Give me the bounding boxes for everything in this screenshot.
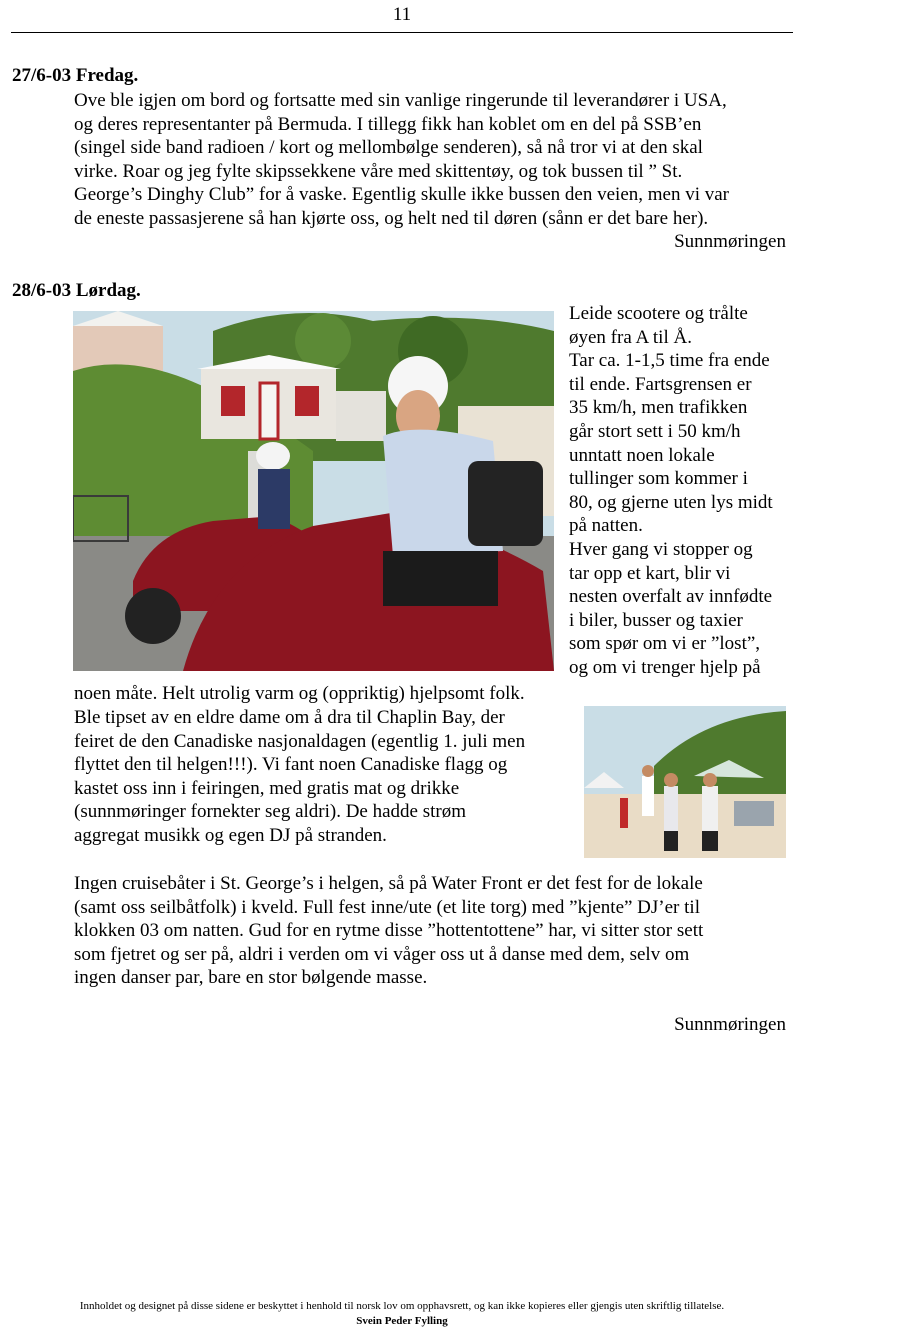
entry1-paragraph bbox=[74, 89, 729, 231]
text-line: som spør om vi er ”lost”, bbox=[569, 633, 761, 655]
entry2-full-line bbox=[74, 682, 525, 706]
backpack bbox=[468, 461, 543, 546]
page-number: 11 bbox=[392, 4, 412, 25]
text-line: Ingen cruisebåter i St. George’s i helgen, så på Water Front er det fest for de lokale bbox=[74, 873, 703, 894]
text-line: Tar ca. 1-1,5 time fra ende bbox=[569, 350, 770, 372]
beach-party-photo bbox=[584, 706, 786, 858]
signature: Sunnmøringen bbox=[674, 231, 786, 252]
rider-body bbox=[258, 469, 290, 529]
text-line: Ove ble igjen om bord og fortsatte med sin vanlige ringerunde til leverandører i USA, bbox=[74, 90, 727, 111]
entry2-closing-paragraph bbox=[74, 872, 703, 990]
crowd bbox=[734, 801, 774, 826]
text-line: tullinger som kommer i bbox=[569, 468, 748, 490]
text-line: som fjetret og ser på, aldri i verden om vi våger oss ut å danse med dem, selv om bbox=[74, 943, 690, 965]
entry2-side-paragraph bbox=[569, 302, 773, 680]
person-head bbox=[664, 773, 678, 787]
text-line: virke. Roar og jeg fylte skipssekkene våre med skittentøy, og tok bussen til ” St. bbox=[74, 160, 683, 182]
text-line: feiret de den Canadiske nasjonaldagen (egentlig 1. juli men bbox=[74, 730, 526, 752]
entry2-left-paragraph bbox=[74, 706, 525, 848]
text-line: Leide scootere og trålte bbox=[569, 303, 748, 324]
red-shutter-window bbox=[295, 386, 319, 416]
side-building bbox=[336, 391, 386, 441]
rider-helmet bbox=[256, 442, 290, 470]
person bbox=[642, 776, 654, 816]
cottage-door bbox=[260, 383, 278, 439]
scooter-wheel bbox=[125, 588, 181, 644]
text-line: Ble tipset av en eldre dame om å dra til Chaplin Bay, der bbox=[74, 707, 505, 728]
author-name: Svein Peder Fylling bbox=[356, 1315, 448, 1327]
text-line: flyttet den til helgen!!!). Vi fant noen Canadiske flagg og bbox=[74, 754, 508, 776]
text-line: ingen danser par, bare en stor bølgende masse. bbox=[74, 967, 428, 989]
text-line: de eneste passasjerene så han kjørte oss, og helt ned til døren (sånn er det bare her). bbox=[74, 207, 709, 229]
person-shorts bbox=[664, 831, 678, 851]
red-shutter-window bbox=[221, 386, 245, 416]
text-line: i biler, busser og taxier bbox=[569, 609, 743, 631]
text-line: på natten. bbox=[569, 515, 643, 537]
entry-heading-fredag: 27/6-03 Fredag. bbox=[12, 65, 139, 86]
text-line: og deres representanter på Bermuda. I tillegg fikk han koblet om en del på SSB’en bbox=[74, 113, 702, 135]
text-line: (sunnmøringer fornekter seg aldri). De hadde strøm bbox=[74, 801, 467, 823]
copyright-notice: Innholdet og designet på disse sidene er beskyttet i henhold til norsk lov om opphavsrett, og kan ikke kopieres eller gjengis uten skriftlig tillatelse. bbox=[79, 1300, 725, 1312]
signature: Sunnmøringen bbox=[674, 1014, 786, 1035]
text-line: Hver gang vi stopper og bbox=[569, 538, 753, 560]
text-line: (samt oss seilbåtfolk) i kveld. Full fest inne/ute (et lite torg) med ”kjente” DJ’er til bbox=[74, 896, 700, 918]
text-line: noen måte. Helt utrolig varm og (oppriktig) hjelpsomt folk. bbox=[74, 683, 525, 704]
entry-heading-lordag: 28/6-03 Lørdag. bbox=[12, 280, 141, 301]
person-shorts bbox=[702, 831, 718, 851]
text-line: tar opp et kart, blir vi bbox=[569, 562, 731, 584]
scooter-photo bbox=[73, 311, 554, 671]
text-line: og om vi trenger hjelp på bbox=[569, 656, 761, 678]
person bbox=[664, 786, 678, 831]
text-line: går stort sett i 50 km/h bbox=[569, 420, 741, 442]
text-line: unntatt noen lokale bbox=[569, 444, 715, 466]
text-line: nesten overfalt av innfødte bbox=[569, 586, 773, 608]
text-line: klokken 03 om natten. Gud for en rytme disse ”hottentottene” har, vi sitter stor sett bbox=[74, 920, 704, 942]
person bbox=[702, 786, 718, 831]
person-head bbox=[703, 773, 717, 787]
text-line: til ende. Fartsgrensen er bbox=[569, 373, 752, 395]
text-line: aggregat musikk og egen DJ på stranden. bbox=[74, 824, 387, 846]
text-line: 80, og gjerne uten lys midt bbox=[569, 491, 773, 513]
header-rule bbox=[11, 32, 793, 33]
person-head bbox=[642, 765, 654, 777]
scooter-photo-illustration bbox=[73, 311, 554, 671]
text-line: øyen fra A til Å. bbox=[569, 326, 692, 348]
text-line: kastet oss inn i feiringen, med gratis mat og drikke bbox=[74, 777, 460, 799]
person bbox=[620, 798, 628, 828]
text-line: 35 km/h, men trafikken bbox=[569, 397, 748, 419]
text-line: (singel side band radioen / kort og mellombølge senderen), så nå tror vi at den skal bbox=[74, 137, 703, 159]
rider-shorts bbox=[383, 551, 498, 606]
beach-party-illustration bbox=[584, 706, 786, 858]
tree bbox=[295, 313, 351, 369]
text-line: George’s Dinghy Club” for å vaske. Egentlig skulle ikke bussen den veien, men vi var bbox=[74, 184, 729, 206]
